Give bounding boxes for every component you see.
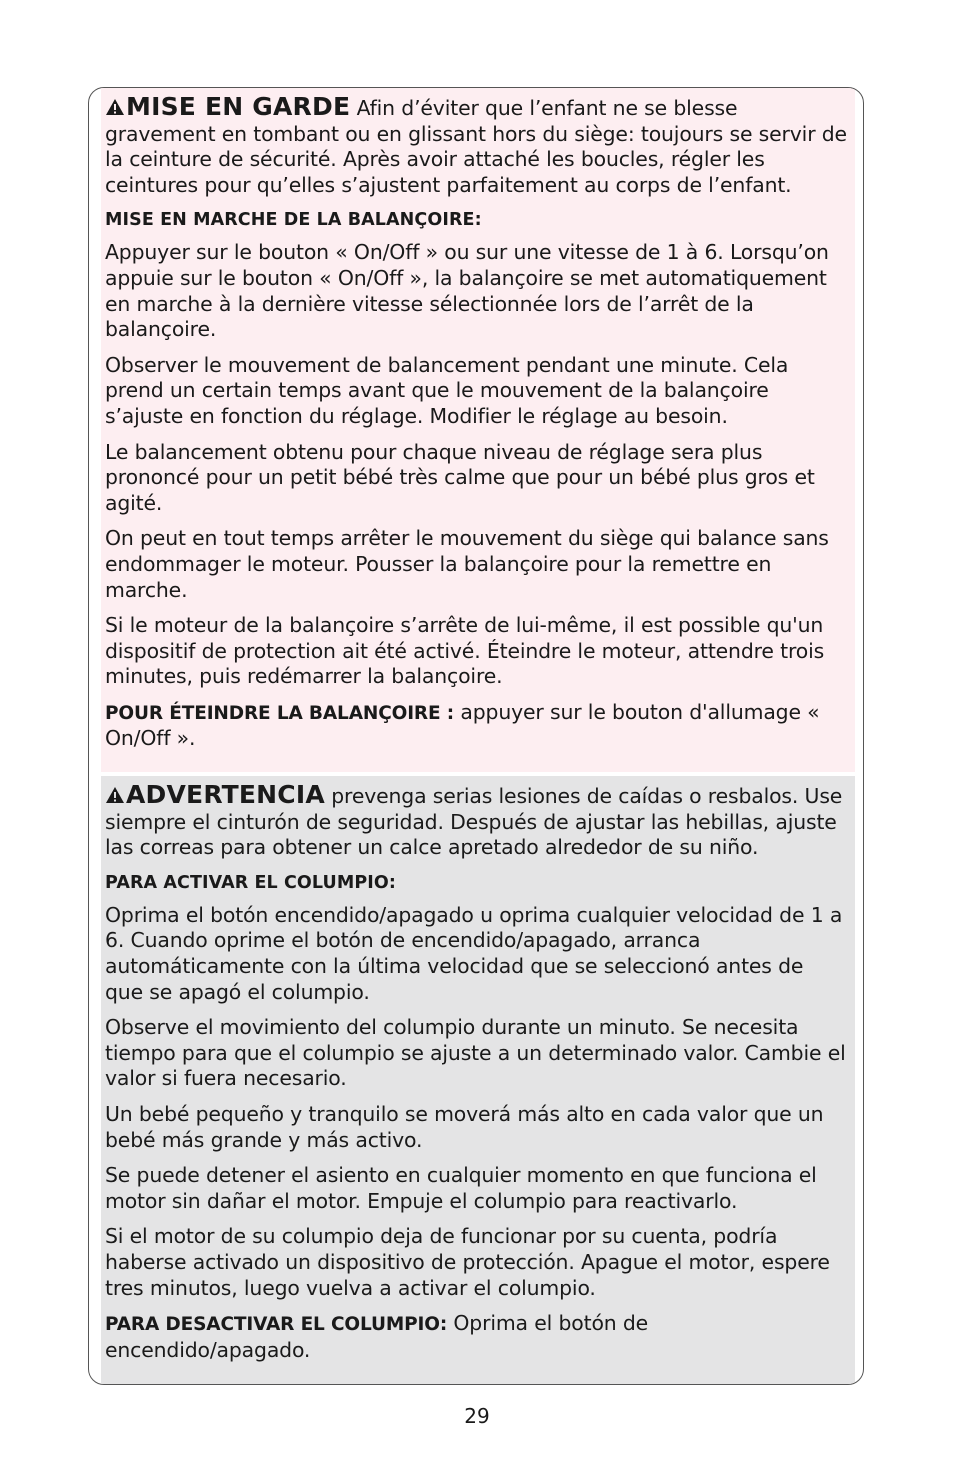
spanish-stop-label: PARA DESACTIVAR EL COLUMPIO: — [105, 1314, 448, 1336]
french-warning-label: MISE EN GARDE — [126, 92, 351, 121]
french-start-heading: MISE EN MARCHE DE LA BALANÇOIRE: — [105, 210, 482, 231]
spanish-section — [101, 776, 855, 1385]
spanish-start-heading: PARA ACTIVAR EL COLUMPIO: — [105, 872, 396, 893]
spanish-paragraph-5: Si el motor de su columpio deja de funcionar por su cuenta, podría haberse activado un dispositivo de protección. Apague el motor, espere tres minutos, luego vuelva a activar el columpio. — [105, 1224, 830, 1300]
instruction-frame — [88, 87, 864, 1385]
french-warning-text: Afin d’éviter que l’enfant ne se blesse gravement en tombant ou en glissant hors du siège: toujours se servir de la ceinture de sécurité. Après avoir attaché les boucles, régler les ceintures pour qu’elles s’ajustent parfaitement au corps de l’enfant. — [105, 96, 847, 197]
french-warning — [105, 94, 847, 198]
french-stop-label: POUR ÉTEINDRE LA BALANÇOIRE : — [105, 702, 455, 724]
warning-triangle-icon — [105, 98, 125, 116]
spanish-warning-heading — [105, 780, 325, 809]
spanish-paragraph-3: Un bebé pequeño y tranquilo se moverá más alto en cada valor que un bebé más grande y más activo. — [105, 1101, 824, 1152]
french-stop-text: appuyer sur le bouton d'allumage « On/Off ». — [105, 699, 820, 751]
spanish-warning — [105, 782, 847, 861]
warning-triangle-icon — [105, 786, 125, 804]
french-paragraph-5: Si le moteur de la balançoire s’arrête de lui-même, il est possible qu'un dispositif de protection ait été activé. Éteindre le moteur, attendre trois minutes, puis redémarrer la balançoire. — [105, 613, 825, 689]
spanish-paragraph-4: Se puede detener el asiento en cualquier momento en que funciona el motor sin dañar el motor. Empuje el columpio para reactivarlo. — [105, 1163, 817, 1213]
spanish-paragraph-2: Observe el movimiento del columpio durante un minuto. Se necesita tiempo para que el columpio se ajuste a un determinado valor. Cambie el valor si fuera necesario. — [105, 1015, 846, 1091]
french-stop — [105, 700, 847, 752]
spanish-stop-text: Oprima el botón de encendido/apagado. — [105, 1311, 649, 1362]
spanish-stop — [105, 1311, 847, 1363]
spanish-paragraph-1: Oprima el botón encendido/apagado u oprima cualquier velocidad de 1 a 6. Cuando oprime el botón de encendido/apagado, arranca automáticamente con la última velocidad que se seleccionó antes de que se apagó el columpio. — [105, 902, 843, 1004]
french-paragraph-4: On peut en tout temps arrêter le mouvement du siège qui balance sans endommager le moteur. Pousser la balançoire pour la remettre en marche. — [105, 526, 829, 602]
spanish-warning-text: prevenga serias lesiones de caídas o resbalos. Use siempre el cinturón de seguridad. Después de ajustar las hebillas, ajuste las correas para obtener un calce apretado alrededor de su niño. — [105, 784, 843, 860]
french-paragraph-1: Appuyer sur le bouton « On/Off » ou sur une vitesse de 1 à 6. Lorsqu’on appuie sur le bouton « On/Off », la balançoire se met automatiquement en marche à la dernière vitesse sélectionnée lors de l’arrêt de la balançoire. — [105, 240, 829, 342]
french-paragraph-2: Observer le mouvement de balancement pendant une minute. Cela prend un certain temps avant que le mouvement de la balançoire s’ajuste en fonction du réglage. Modifier le réglage au besoin. — [105, 352, 789, 428]
french-warning-heading — [105, 92, 350, 121]
spanish-warning-label: ADVERTENCIA — [126, 780, 325, 809]
french-section — [101, 88, 855, 772]
page-number: 29 — [464, 1404, 490, 1428]
french-paragraph-3: Le balancement obtenu pour chaque niveau de réglage sera plus prononcé pour un petit bébé très calme que pour un bébé plus gros et agité. — [105, 439, 815, 515]
